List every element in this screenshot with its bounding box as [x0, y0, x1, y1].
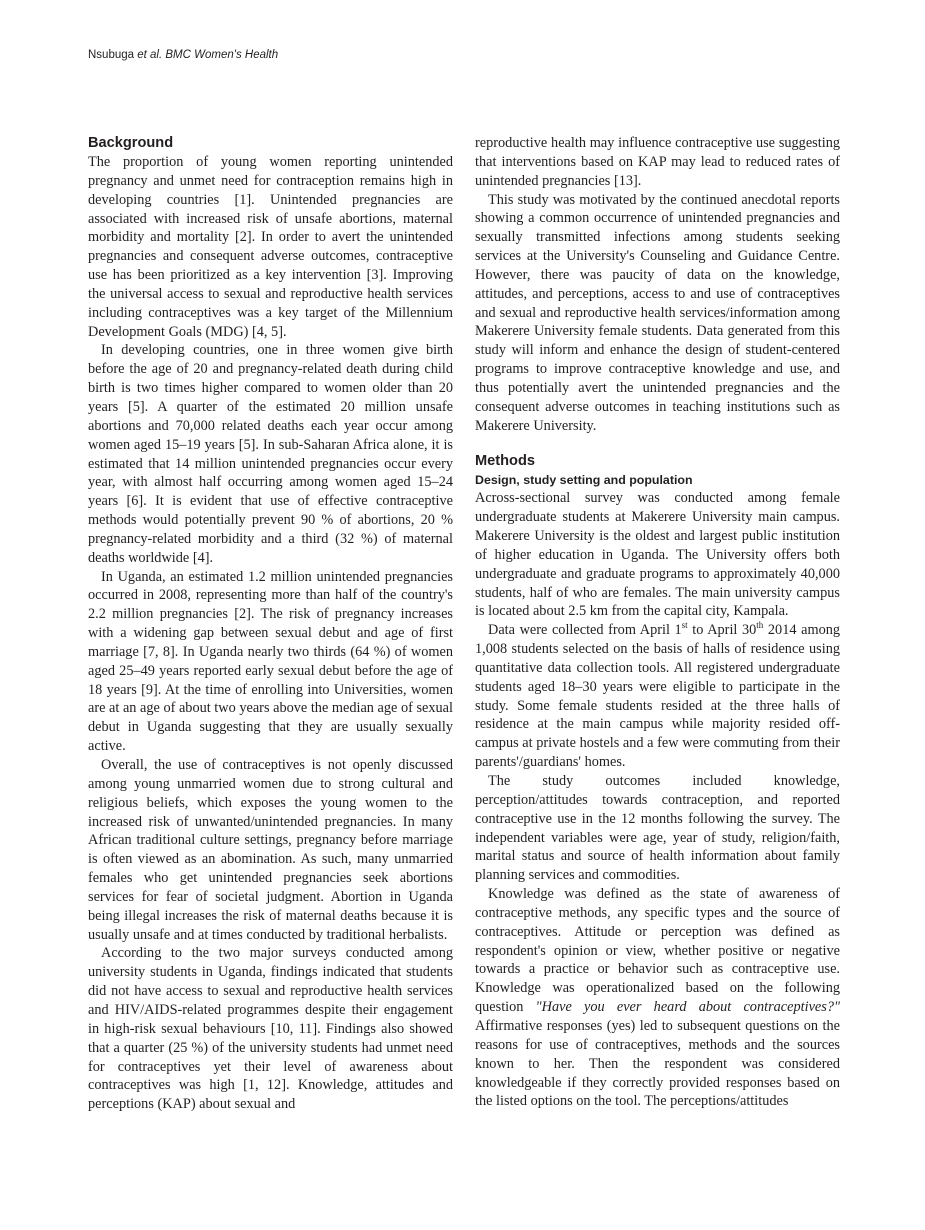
- paragraph-knowledge: [475, 885, 840, 1111]
- text-run: to April 30: [687, 622, 757, 639]
- right-column: [475, 134, 840, 1111]
- paragraph: This study was motivated by the continued anecdotal reports showing a common occurrence of unintended pregnancies and sexually transmitted infections among students seeking services at the University's Counseling and Guidance Centre. However, there was paucity of data on the knowledge, attitudes, and perceptions, access to and use of contraceptives and sexual and reproductive health services/information among Makerere University female students. Data generated from this study will inform and enhance the design of student-centered programs to improve contraceptive knowledge and use, and thus potentially avert the unintended pregnancies and the consequent adverse outcomes in teaching institutions such as Makerere University.: [475, 191, 840, 434]
- subsection-heading: Design, study setting and population: [475, 472, 693, 487]
- paragraph: The proportion of young women reporting unintended pregnancy and unmet need for contraception remains high in developing countries [1]. Unintended pregnancies are associated with increased risk of unsafe abortions, maternal morbidity and mortality [2]. In order to avert the unintended pregnancies and consequent adverse outcomes, contraceptive use has been prioritized as a key intervention [3]. Improving the universal access to sexual and reproductive health services including contraceptives was a key target of the Millennium Development Goals (MDG) [4, 5].: [88, 154, 453, 340]
- question-quote: "Have you ever heard about contraceptives?": [535, 999, 840, 1016]
- header-authors: Nsubuga: [88, 49, 135, 61]
- left-column: [88, 134, 453, 1114]
- text-run: Knowledge was defined as the state of awareness of contraceptive methods, any specific types and the source of contraceptives. Attitude or perception was defined as respondent's opinion or view, whether positive or negative towards a practice or behavior such as contraceptive use. Knowledge was operationalized based on the following question: [475, 886, 840, 1016]
- paragraph: According to the two major surveys conducted among university students in Uganda, findings indicated that students did not have access to sexual and reproductive health services and HIV/AIDS-related programmes despite their engagement in high-risk sexual behaviours [10, 11]. Findings also showed that a quarter (25 %) of the university students had unmet need for contraceptives yet their level of awareness about contraceptives was high [1, 12]. Knowledge, attitudes and perceptions (KAP) about sexual and: [88, 945, 453, 1113]
- section-heading-background: Background: [88, 135, 174, 151]
- text-run: Data were collected from April 1: [488, 622, 682, 639]
- paragraph: The study outcomes included knowledge, perception/attitudes towards contraception, and reported contraceptive use in the 12 months following the survey. The independent variables were age, year of study, religion/faith, marital status and source of health information about family planning services and commodities.: [475, 773, 840, 884]
- paragraph: Across-sectional survey was conducted among female undergraduate students at Makerere University main campus. Makerere University is the oldest and largest public institution of higher education in Uganda. The University offers both undergraduate and graduate programs to approximately 40,000 students, half of who are females. The main university campus is located about 2.5 km from the capital city, Kampala.: [475, 490, 840, 620]
- paragraph-data-collection: [475, 621, 840, 772]
- superscript: st: [681, 620, 688, 631]
- header-journal: BMC Women's Health: [165, 49, 279, 61]
- paragraph: Overall, the use of contraceptives is not openly discussed among young unmarried women due to strong cultural and religious beliefs, which exposes the young women to the increased risk of unwanted/unintended pregnancies. In many African traditional culture settings, pregnancy before marriage is often viewed as an abomination. As such, many unmarried females who get unintended pregnancies seek abortions services for fear of societal judgment. Abortion in Uganda being illegal increases the risk of maternal deaths because it is usually unsafe and at times conducted by traditional herbalists.: [88, 757, 453, 943]
- running-header: [88, 49, 278, 61]
- header-et-al: et al.: [137, 49, 163, 61]
- paragraph: In Uganda, an estimated 1.2 million unintended pregnancies occurred in 2008, representing more than half of the country's 2.2 million pregnancies [2]. The risk of pregnancy increases with a widening gap between sexual debut and age of first marriage [7, 8]. In Uganda nearly two thirds (64 %) of women aged 25–49 years reported early sexual debut before the age of 18 years [9]. At the time of enrolling into Universities, women are at an age of about two years above the median age of sexual debut in Uganda suggesting that they are usually sexually active.: [88, 568, 453, 755]
- paragraph: In developing countries, one in three women give birth before the age of 20 and pregnancy-related death during child birth is two times higher compared to women older than 20 years [5]. A quarter of the estimated 20 million unsafe abortions and 70,000 related deaths each year occur among women aged 15–19 years [5]. In sub-Saharan Africa alone, it is estimated that 14 million unintended pregnancies occur every year, with almost half occurring among women aged 15–24 years [6]. It is evident that use of effective contraceptive methods would potentially prevent 90 % of abortions, 20 % pregnancy-related morbidity and a third (32 %) of maternal deaths worldwide [4].: [88, 342, 453, 566]
- section-heading-methods: Methods: [475, 452, 535, 469]
- paragraph: reproductive health may influence contraceptive use suggesting that interventions based on KAP may lead to reduced rates of unintended pregnancies [13].: [475, 135, 840, 189]
- superscript: th: [756, 620, 764, 631]
- text-run: 2014 among 1,008 students selected on the basis of halls of residence using quantitative data collection tools. All registered undergraduate students aged 18–30 years were eligible to participate in the study. Some female students resided at the three halls of residence at the main campus while majority resided off-campus at private hostels and a few were commuting from their parents'/guardians' homes.: [475, 622, 841, 771]
- text-run: Affirmative responses (yes) led to subsequent questions on the reasons for use of contraceptives, methods and the sources known to her. Then the respondent was considered knowledgeable if they correctly provided responses based on the listed options on the tool. The perceptions/attitudes: [475, 1017, 840, 1110]
